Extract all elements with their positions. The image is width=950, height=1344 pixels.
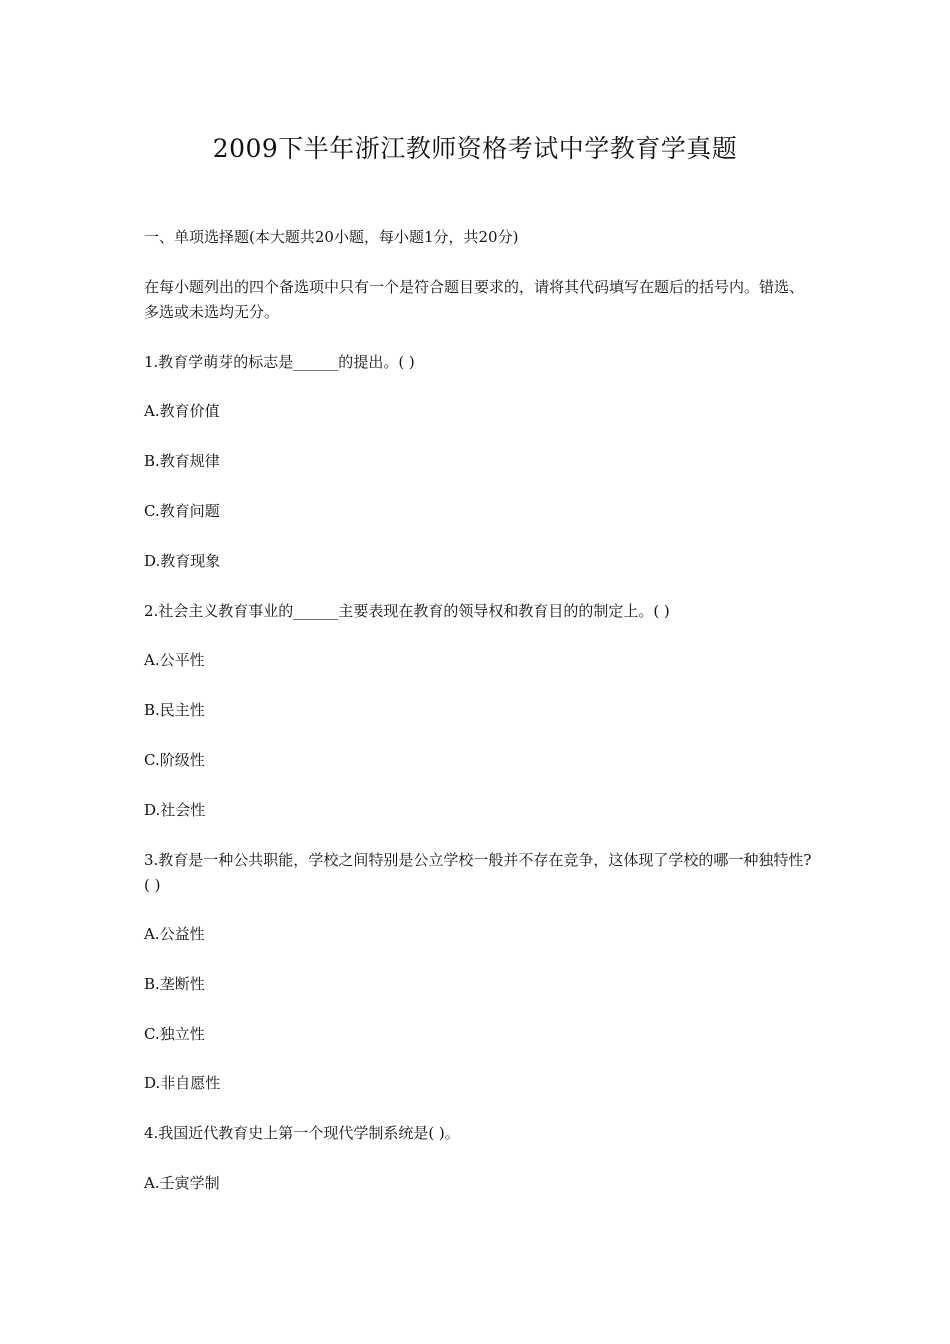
question-3-option-d: D.非自愿性 bbox=[144, 1074, 221, 1092]
question-2-option-d: D.社会性 bbox=[144, 801, 206, 819]
question-4-stem: 4.我国近代教育史上第一个现代学制系统是( )。 bbox=[144, 1124, 460, 1142]
question-3-stem: 3.教育是一种公共职能，学校之间特别是公立学校一般并不存在竞争，这体现了学校的哪一种独特性?( ) bbox=[144, 851, 812, 894]
question-4-option-a: A.壬寅学制 bbox=[144, 1174, 220, 1192]
question-1-option-d: D.教育现象 bbox=[144, 552, 221, 570]
document-title: 2009下半年浙江教师资格考试中学教育学真题 bbox=[212, 134, 738, 163]
question-2-option-b: B.民主性 bbox=[144, 701, 205, 719]
question-3-option-a: A.公益性 bbox=[144, 925, 205, 943]
question-1-option-a: A.教育价值 bbox=[144, 402, 220, 420]
question-3-option-c: C.独立性 bbox=[144, 1025, 205, 1043]
question-3-option-b: B.垄断性 bbox=[144, 975, 205, 993]
section-heading: 一、单项选择题(本大题共20小题，每小题1分，共20分) bbox=[144, 228, 519, 246]
question-2-option-a: A.公平性 bbox=[144, 651, 205, 669]
instructions-paragraph: 在每小题列出的四个备选项中只有一个是符合题目要求的，请将其代码填写在题后的括号内。错选、多选或未选均无分。 bbox=[144, 278, 805, 321]
question-2-stem: 2.社会主义教育事业的______主要表现在教育的领导权和教育目的的制定上。( ) bbox=[144, 602, 670, 620]
question-2-option-c: C.阶级性 bbox=[144, 751, 205, 769]
question-1-option-c: C.教育问题 bbox=[144, 502, 220, 520]
question-1-stem: 1.教育学萌芽的标志是______的提出。( ) bbox=[144, 353, 415, 371]
question-1-option-b: B.教育规律 bbox=[144, 452, 220, 470]
